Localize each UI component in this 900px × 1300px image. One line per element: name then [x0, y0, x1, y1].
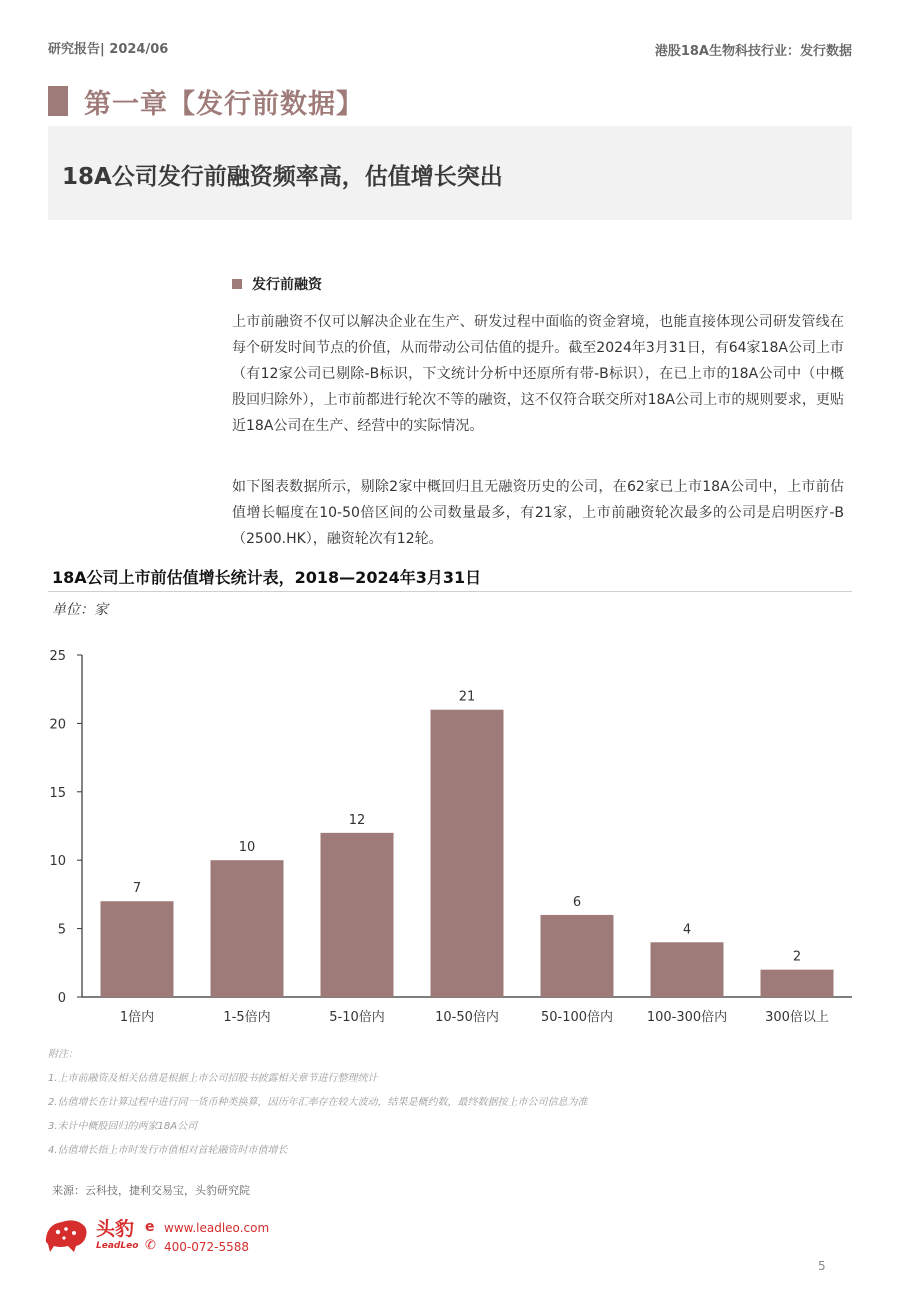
- logo-chinese-name: 头豹: [96, 1218, 135, 1240]
- note-item: 3.未计中概股回归的两家18A公司: [48, 1121, 198, 1132]
- x-tick-label: 1倍内: [119, 1010, 155, 1025]
- y-tick-label: 25: [49, 649, 66, 664]
- notes-heading: 附注：: [48, 1049, 78, 1060]
- chapter-marker: [48, 86, 68, 116]
- bar: [321, 833, 394, 997]
- chart-unit-label: 单位：家: [52, 602, 108, 618]
- bar-value-label: 21: [458, 689, 476, 705]
- x-tick-label: 10-50倍内: [435, 1010, 499, 1025]
- x-tick-label: 1-5倍内: [223, 1010, 271, 1025]
- x-tick-label: 100-300倍内: [646, 1010, 728, 1025]
- bar: [211, 860, 284, 997]
- x-tick-label: 5-10倍内: [329, 1010, 385, 1025]
- bar: [761, 970, 834, 997]
- bar: [431, 710, 504, 997]
- x-tick-label: 50-100倍内: [540, 1010, 614, 1025]
- bar-value-label: 4: [682, 922, 692, 938]
- header-report-date: 研究报告| 2024/06: [48, 42, 169, 57]
- y-tick-label: 0: [57, 991, 66, 1006]
- bar: [541, 915, 614, 997]
- bar: [651, 942, 724, 997]
- page-number: 5: [818, 1259, 826, 1273]
- section-title: 发行前融资: [252, 277, 322, 293]
- section-bullet-icon: [232, 279, 242, 289]
- source-note: 来源：云科技，捷利交易宝，头豹研究院: [52, 1184, 250, 1197]
- phone-number[interactable]: 400-072-5588: [164, 1240, 250, 1254]
- headline-text: 18A公司发行前融资频率高，估值增长突出: [62, 164, 503, 190]
- web-icon: e: [145, 1219, 155, 1235]
- bar-value-label: 10: [238, 840, 256, 856]
- chapter-title: 第一章【发行前数据】: [84, 89, 364, 120]
- x-tick-label: 300倍以上: [765, 1010, 829, 1025]
- website-link[interactable]: www.leadleo.com: [164, 1221, 270, 1235]
- note-item: 4.估值增长指上市时发行市值相对首轮融资时市值增长: [48, 1145, 288, 1156]
- chart-title: 18A公司上市前估值增长统计表，2018—2024年3月31日: [52, 568, 482, 587]
- y-tick-label: 15: [49, 785, 66, 801]
- leopard-logo-icon: [44, 1216, 90, 1254]
- body-paragraph-1: 上市前融资不仅可以解决企业在生产、研发过程中面临的资金窘境，也能直接体现公司研发管线在每个研发时间节点的价值，从而带动公司估值的提升。截至2024年3月31日，有64家18A公司上市（有12家公司已剔除-B标识，下文统计分析中还原所有带-B标识），在已上市的18A公司中（中概股回归除外），上市前都进行轮次不等的融资，这不仅符合联交所对18A公司上市的规则要求，更贴近18A公司在生产、经营中的实际情况。: [232, 314, 844, 434]
- bar: [101, 901, 174, 997]
- phone-icon: ✆: [145, 1238, 156, 1253]
- note-item: 2.估值增长在计算过程中进行同一货币种类换算，因历年汇率存在较大波动，结果是概约数，最终数据按上市公司信息为准: [48, 1097, 588, 1108]
- logo-english-name: LeadLeo: [96, 1241, 139, 1251]
- header-report-topic: 港股18A生物科技行业：发行数据: [654, 44, 852, 59]
- y-tick-label: 5: [57, 922, 66, 938]
- bar-value-label: 12: [348, 812, 366, 828]
- y-tick-label: 10: [49, 854, 66, 870]
- bar-value-label: 2: [792, 949, 802, 965]
- body-paragraph-2: 如下图表数据所示，剔除2家中概回归且无融资历史的公司，在62家已上市18A公司中，上市前估值增长幅度在10-50倍区间的公司数量最多，有21家，上市前融资轮次最多的公司是启明医疗-B（2500.HK），融资轮次有12轮。: [232, 479, 844, 547]
- bar-chart: [0, 640, 900, 1040]
- chart-title-divider: [48, 591, 852, 592]
- y-tick-label: 20: [49, 717, 66, 733]
- note-item: 1.上市前融资及相关估值是根据上市公司招股书披露相关章节进行整理统计: [48, 1073, 378, 1084]
- bar-value-label: 6: [572, 894, 582, 910]
- bar-value-label: 7: [132, 881, 142, 897]
